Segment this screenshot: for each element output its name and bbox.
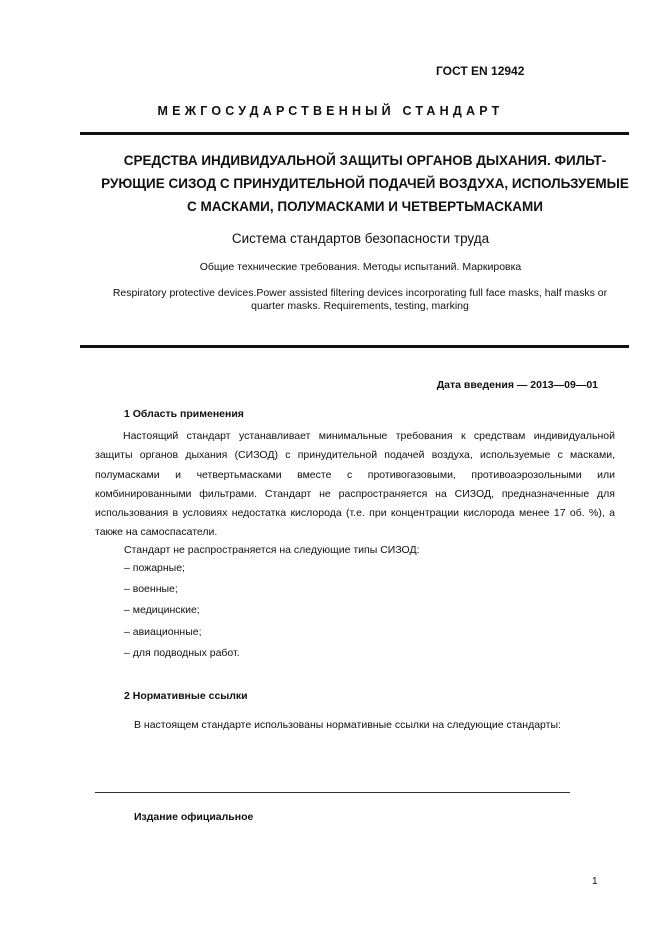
- title-line: С МАСКАМИ, ПОЛУМАСКАМИ И ЧЕТВЕРТЬМАСКАМИ: [187, 199, 543, 214]
- section-2-paragraph: В настоящем стандарте использованы нормативные ссылки на следующие стандарты:: [134, 719, 561, 731]
- page-number: 1: [592, 876, 598, 887]
- header-divider: [80, 132, 629, 135]
- introduction-date: Дата введения — 2013—09—01: [436, 379, 598, 391]
- standard-type-heading: МЕЖГОСУДАРСТВЕННЫЙ СТАНДАРТ: [157, 104, 504, 118]
- standards-system: Система стандартов безопасности труда: [231, 231, 490, 246]
- subtitle-english: Respiratory protective devices.Power assisted filtering devices incorporating full face masks, half masks or quarter masks. Requirements, testing, marking: [112, 287, 608, 312]
- footer-divider: [95, 792, 570, 793]
- exclusion-intro: Стандарт не распространяется на следующие типы СИЗОД:: [124, 544, 420, 556]
- section-1-paragraph: Настоящий стандарт устанавливает минимальные требования к средствам индивидуальной защиты органов дыхания (СИЗОД) с принудительной подачей воздуха, используемые с масками, полумасками и четвертьмасками вместе с противогазовыми, противоаэрозольными или комбинированными фильтрами. Стандарт не распространяется на СИЗОД, предназначенные для использования в условиях недостатка кислорода (т.е. при концентрации кислорода менее 17 об. %), а также на самоспасатели.: [95, 430, 615, 539]
- title-line: СРЕДСТВА ИНДИВИДУАЛЬНОЙ ЗАЩИТЫ ОРГАНОВ ДЫХАНИЯ. ФИЛЬТ-: [123, 153, 607, 168]
- official-edition-label: Издание официальное: [134, 811, 254, 823]
- document-code: ГОСТ EN 12942: [436, 64, 525, 78]
- list-item: – военные;: [124, 583, 178, 596]
- list-item: – для подводных работ.: [124, 646, 240, 659]
- document-title: [95, 149, 635, 218]
- section-1-heading: 1 Область применения: [124, 408, 244, 420]
- list-item: – пожарные;: [124, 562, 185, 574]
- list-item: – авиационные;: [124, 625, 202, 638]
- list-item: – медицинские;: [124, 604, 200, 617]
- subtitle-russian: Общие технические требования. Методы испытаний. Маркировка: [199, 261, 522, 273]
- title-line: РУЮЩИЕ СИЗОД С ПРИНУДИТЕЛЬНОЙ ПОДАЧЕЙ ВОЗДУХА, ИСПОЛЬЗУЕМЫЕ: [101, 176, 629, 191]
- exclusion-list: [124, 561, 240, 667]
- section-2-heading: 2 Нормативные ссылки: [124, 690, 248, 702]
- title-divider: [80, 345, 629, 348]
